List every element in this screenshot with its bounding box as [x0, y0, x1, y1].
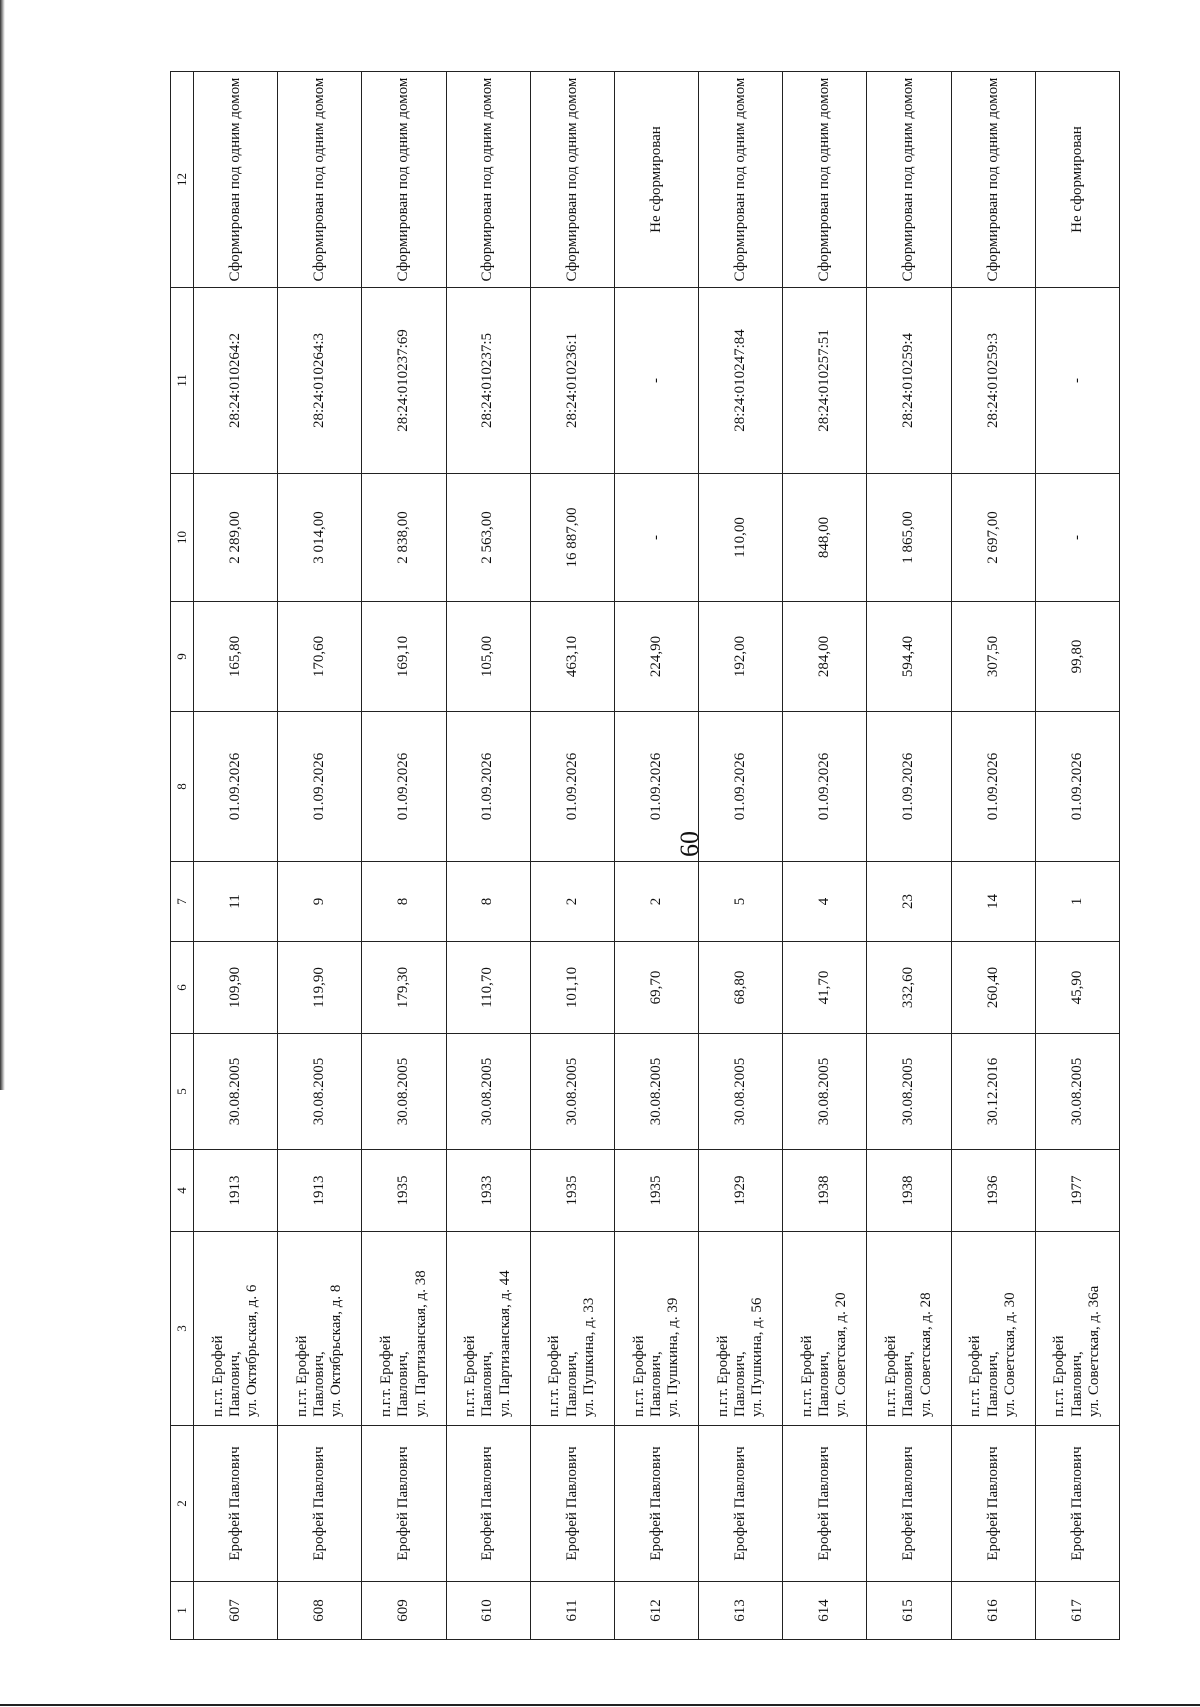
address-line: п.г.т. Ерофей	[798, 1335, 815, 1417]
column-header: 2	[171, 1426, 194, 1582]
total-area-cell: 463,10	[530, 602, 614, 712]
land-area-cell: 3 014,00	[278, 474, 362, 602]
settlement-cell: Ерофей Павлович	[951, 1426, 1035, 1582]
area-cell: 110,70	[446, 942, 530, 1034]
row-number-cell: 617	[1035, 1582, 1119, 1640]
address-cell	[783, 1232, 867, 1426]
deadline-cell: 01.09.2026	[951, 712, 1035, 862]
year-cell: 1938	[783, 1150, 867, 1232]
address-line: п.г.т. Ерофей	[378, 1335, 395, 1417]
area-cell: 45,90	[1035, 942, 1119, 1034]
table-row	[1035, 72, 1119, 1640]
settlement-cell: Ерофей Павлович	[783, 1426, 867, 1582]
address-cell	[867, 1232, 951, 1426]
address-line: п.г.т. Ерофей	[209, 1335, 226, 1417]
deadline-cell: 01.09.2026	[699, 712, 783, 862]
page-number: 60	[675, 831, 704, 857]
address-line: ул. Октябрьская, д. 8	[328, 1284, 345, 1417]
date-cell: 30.08.2005	[783, 1034, 867, 1150]
cadastral-cell: 28:24:010264:3	[278, 288, 362, 474]
year-cell: 1935	[530, 1150, 614, 1232]
address-line: п.г.т. Ерофей	[883, 1335, 900, 1417]
row-number-cell: 615	[867, 1582, 951, 1640]
settlement-cell: Ерофей Павлович	[194, 1426, 278, 1582]
residents-cell: 8	[362, 862, 446, 942]
deadline-cell: 01.09.2026	[867, 712, 951, 862]
deadline-cell: 01.09.2026	[530, 712, 614, 862]
deadline-cell: 01.09.2026	[614, 712, 698, 862]
residents-cell: 9	[278, 862, 362, 942]
column-header: 4	[171, 1150, 194, 1232]
address-line: Павлович,	[1068, 1351, 1085, 1417]
date-cell: 30.12.2016	[951, 1034, 1035, 1150]
date-cell: 30.08.2005	[362, 1034, 446, 1150]
settlement-cell: Ерофей Павлович	[278, 1426, 362, 1582]
address-line: ул. Пушкина, д. 56	[749, 1297, 766, 1417]
address-line: Павлович,	[816, 1351, 833, 1417]
table-row	[530, 72, 614, 1640]
land-area-cell: -	[1035, 474, 1119, 602]
address-line: Павлович,	[984, 1351, 1001, 1417]
row-number-cell: 611	[530, 1582, 614, 1640]
land-area-cell: -	[614, 474, 698, 602]
address-cell	[194, 1232, 278, 1426]
total-area-cell: 105,00	[446, 602, 530, 712]
residents-cell: 11	[194, 862, 278, 942]
address-line: ул. Советская, д. 30	[1001, 1292, 1018, 1417]
deadline-cell: 01.09.2026	[783, 712, 867, 862]
rotated-table-container	[170, 72, 1120, 1640]
column-header: 9	[171, 602, 194, 712]
cadastral-cell: 28:24:010257:51	[783, 288, 867, 474]
settlement-cell: Ерофей Павлович	[362, 1426, 446, 1582]
address-line: п.г.т. Ерофей	[462, 1335, 479, 1417]
column-header: 7	[171, 862, 194, 942]
address-line: п.г.т. Ерофей	[630, 1335, 647, 1417]
address-cell	[530, 1232, 614, 1426]
status-cell: Не сформирован	[614, 72, 698, 288]
status-cell: Сформирован под одним домом	[951, 72, 1035, 288]
residents-cell: 23	[867, 862, 951, 942]
year-cell: 1935	[614, 1150, 698, 1232]
land-area-cell: 110,00	[699, 474, 783, 602]
address-line: Павлович,	[226, 1351, 243, 1417]
land-area-cell: 2 563,00	[446, 474, 530, 602]
total-area-cell: 165,80	[194, 602, 278, 712]
address-line: Павлович,	[647, 1351, 664, 1417]
settlement-cell: Ерофей Павлович	[1035, 1426, 1119, 1582]
area-cell: 41,70	[783, 942, 867, 1034]
settlement-cell: Ерофей Павлович	[446, 1426, 530, 1582]
year-cell: 1935	[362, 1150, 446, 1232]
residents-cell: 8	[446, 862, 530, 942]
year-cell: 1977	[1035, 1150, 1119, 1232]
status-cell: Сформирован под одним домом	[278, 72, 362, 288]
cadastral-cell: 28:24:010259:4	[867, 288, 951, 474]
column-header: 8	[171, 712, 194, 862]
cadastral-cell: 28:24:010259:3	[951, 288, 1035, 474]
status-cell: Сформирован под одним домом	[783, 72, 867, 288]
total-area-cell: 192,00	[699, 602, 783, 712]
column-header: 3	[171, 1232, 194, 1426]
area-cell: 179,30	[362, 942, 446, 1034]
cadastral-cell: -	[614, 288, 698, 474]
cadastral-cell: 28:24:010237:69	[362, 288, 446, 474]
column-header: 6	[171, 942, 194, 1034]
row-number-cell: 609	[362, 1582, 446, 1640]
scan-edge	[0, 0, 5, 1090]
date-cell: 30.08.2005	[278, 1034, 362, 1150]
residents-cell: 5	[699, 862, 783, 942]
land-area-cell: 2 697,00	[951, 474, 1035, 602]
cadastral-cell: 28:24:010247:84	[699, 288, 783, 474]
land-area-cell: 16 887,00	[530, 474, 614, 602]
address-line: ул. Партизанская, д. 38	[412, 1270, 429, 1417]
area-cell: 69,70	[614, 942, 698, 1034]
date-cell: 30.08.2005	[867, 1034, 951, 1150]
settlement-cell: Ерофей Павлович	[867, 1426, 951, 1582]
address-line: Павлович,	[395, 1351, 412, 1417]
deadline-cell: 01.09.2026	[278, 712, 362, 862]
status-cell: Сформирован под одним домом	[194, 72, 278, 288]
address-cell	[951, 1232, 1035, 1426]
column-header: 1	[171, 1582, 194, 1640]
date-cell: 30.08.2005	[699, 1034, 783, 1150]
table-row	[951, 72, 1035, 1640]
address-line: п.г.т. Ерофей	[1051, 1335, 1068, 1417]
column-header: 11	[171, 288, 194, 474]
total-area-cell: 594,40	[867, 602, 951, 712]
deadline-cell: 01.09.2026	[1035, 712, 1119, 862]
deadline-cell: 01.09.2026	[362, 712, 446, 862]
area-cell: 68,80	[699, 942, 783, 1034]
area-cell: 332,60	[867, 942, 951, 1034]
address-cell	[614, 1232, 698, 1426]
address-line: ул. Пушкина, д. 33	[580, 1297, 597, 1417]
deadline-cell: 01.09.2026	[194, 712, 278, 862]
date-cell: 30.08.2005	[194, 1034, 278, 1150]
bottom-rule	[0, 1704, 1200, 1706]
date-cell: 30.08.2005	[614, 1034, 698, 1150]
year-cell: 1938	[867, 1150, 951, 1232]
address-line: ул. Пушкина, д. 39	[665, 1297, 682, 1417]
row-number-cell: 612	[614, 1582, 698, 1640]
address-line: ул. Октябрьская, д. 6	[244, 1284, 261, 1417]
table-row	[699, 72, 783, 1640]
status-cell: Сформирован под одним домом	[530, 72, 614, 288]
total-area-cell: 169,10	[362, 602, 446, 712]
total-area-cell: 284,00	[783, 602, 867, 712]
year-cell: 1936	[951, 1150, 1035, 1232]
total-area-cell: 224,90	[614, 602, 698, 712]
column-header: 5	[171, 1034, 194, 1150]
table-row	[783, 72, 867, 1640]
total-area-cell: 170,60	[278, 602, 362, 712]
land-area-cell: 2 289,00	[194, 474, 278, 602]
area-cell: 109,90	[194, 942, 278, 1034]
total-area-cell: 307,50	[951, 602, 1035, 712]
land-area-cell: 848,00	[783, 474, 867, 602]
address-line: п.г.т. Ерофей	[293, 1335, 310, 1417]
land-area-cell: 2 838,00	[362, 474, 446, 602]
cadastral-cell: 28:24:010264:2	[194, 288, 278, 474]
date-cell: 30.08.2005	[1035, 1034, 1119, 1150]
status-cell: Не сформирован	[1035, 72, 1119, 288]
address-line: ул. Партизанская, д. 44	[496, 1270, 513, 1417]
column-header: 10	[171, 474, 194, 602]
address-line: Павлович,	[900, 1351, 917, 1417]
row-number-cell: 613	[699, 1582, 783, 1640]
residents-cell: 14	[951, 862, 1035, 942]
address-line: ул. Советская, д. 20	[833, 1292, 850, 1417]
area-cell: 119,90	[278, 942, 362, 1034]
column-header: 12	[171, 72, 194, 288]
status-cell: Сформирован под одним домом	[362, 72, 446, 288]
year-cell: 1929	[699, 1150, 783, 1232]
cadastral-cell: 28:24:010237:5	[446, 288, 530, 474]
registry-table	[170, 71, 1120, 1640]
deadline-cell: 01.09.2026	[446, 712, 530, 862]
row-number-cell: 614	[783, 1582, 867, 1640]
settlement-cell: Ерофей Павлович	[614, 1426, 698, 1582]
address-cell	[1035, 1232, 1119, 1426]
table-body	[194, 72, 1120, 1640]
address-line: ул. Советская, д. 28	[917, 1292, 934, 1417]
address-line: Павлович,	[731, 1351, 748, 1417]
table-row	[278, 72, 362, 1640]
row-number-cell: 616	[951, 1582, 1035, 1640]
column-number-row	[171, 72, 194, 1640]
status-cell: Сформирован под одним домом	[446, 72, 530, 288]
address-line: Павлович,	[311, 1351, 328, 1417]
table-row	[614, 72, 698, 1640]
date-cell: 30.08.2005	[446, 1034, 530, 1150]
residents-cell: 2	[530, 862, 614, 942]
row-number-cell: 610	[446, 1582, 530, 1640]
address-cell	[446, 1232, 530, 1426]
table-row	[362, 72, 446, 1640]
residents-cell: 1	[1035, 862, 1119, 942]
area-cell: 101,10	[530, 942, 614, 1034]
address-cell	[278, 1232, 362, 1426]
land-area-cell: 1 865,00	[867, 474, 951, 602]
address-line: Павлович,	[563, 1351, 580, 1417]
address-line: п.г.т. Ерофей	[714, 1335, 731, 1417]
year-cell: 1913	[194, 1150, 278, 1232]
date-cell: 30.08.2005	[530, 1034, 614, 1150]
table-row	[446, 72, 530, 1640]
residents-cell: 2	[614, 862, 698, 942]
year-cell: 1933	[446, 1150, 530, 1232]
cadastral-cell: 28:24:010236:1	[530, 288, 614, 474]
cadastral-cell: -	[1035, 288, 1119, 474]
address-line: п.г.т. Ерофей	[967, 1335, 984, 1417]
address-line: Павлович,	[479, 1351, 496, 1417]
row-number-cell: 608	[278, 1582, 362, 1640]
address-line: п.г.т. Ерофей	[546, 1335, 563, 1417]
status-cell: Сформирован под одним домом	[699, 72, 783, 288]
table-row	[194, 72, 278, 1640]
address-line: ул. Советская, д. 36а	[1085, 1285, 1102, 1417]
total-area-cell: 99,80	[1035, 602, 1119, 712]
address-cell	[362, 1232, 446, 1426]
residents-cell: 4	[783, 862, 867, 942]
year-cell: 1913	[278, 1150, 362, 1232]
status-cell: Сформирован под одним домом	[867, 72, 951, 288]
row-number-cell: 607	[194, 1582, 278, 1640]
table-row	[867, 72, 951, 1640]
area-cell: 260,40	[951, 942, 1035, 1034]
address-cell	[699, 1232, 783, 1426]
settlement-cell: Ерофей Павлович	[530, 1426, 614, 1582]
settlement-cell: Ерофей Павлович	[699, 1426, 783, 1582]
